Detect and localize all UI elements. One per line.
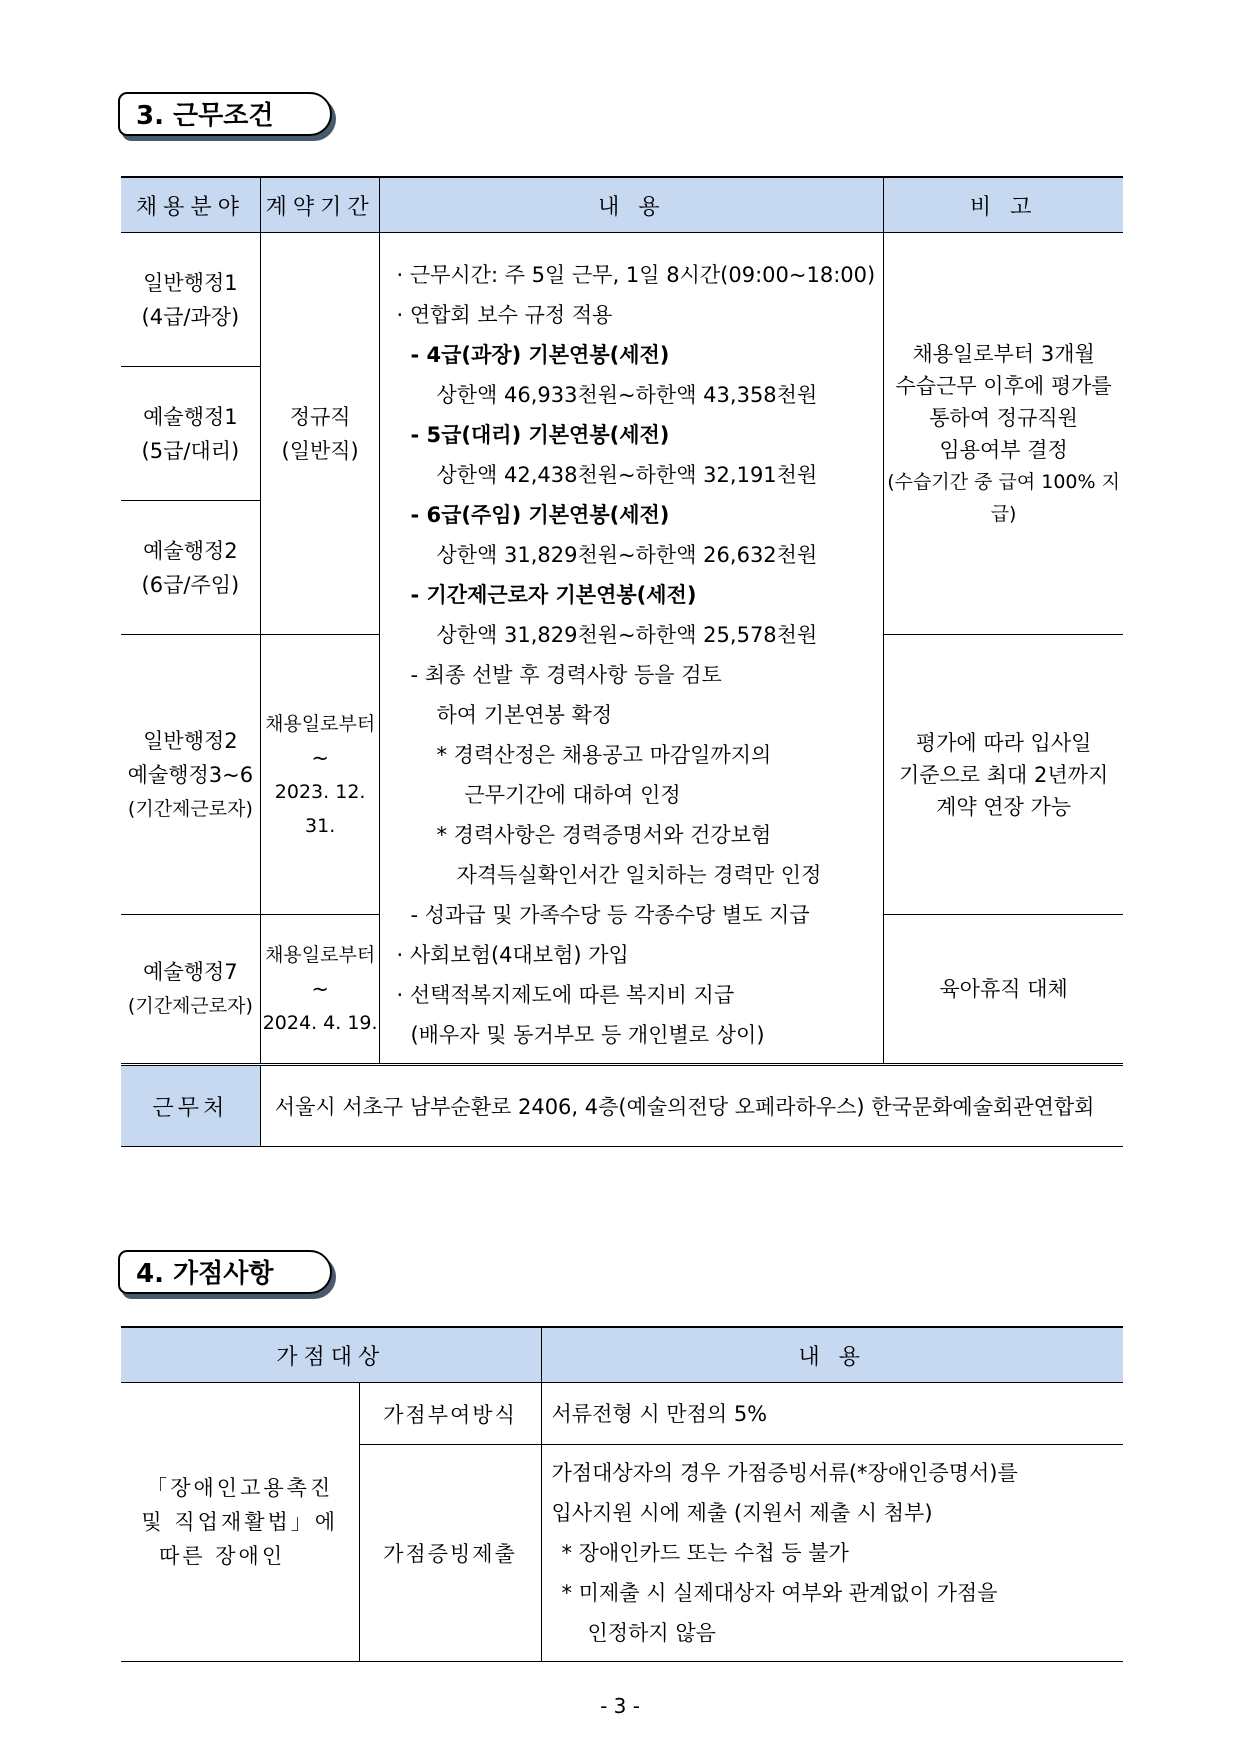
content-line: · 사회보험(4대보험) 가입	[396, 943, 629, 967]
proof-label: 가점증빙제출	[359, 1445, 541, 1662]
content-line: · 연합회 보수 규정 적용	[396, 303, 613, 327]
header-content: 내 용	[380, 177, 884, 233]
category-arts-admin-1: 예술행정1 (5급/대리)	[121, 367, 260, 501]
content-line: · 선택적복지제도에 따른 복지비 지급	[396, 983, 735, 1007]
note-regular: 채용일로부터 3개월 수습근무 이후에 평가를 통하여 정규직원 임용여부 결정 (수습기간 중 급여 100% 지급)	[884, 233, 1123, 635]
workplace-label: 근무처	[121, 1065, 260, 1147]
work-conditions-table	[121, 176, 1123, 1147]
content-line: · 근무시간: 주 5일 근무, 1일 8시간(09:00~18:00)	[396, 263, 876, 287]
category-contract-1: 일반행정2 예술행정3~6 (기간제근로자)	[121, 635, 260, 915]
category-arts-admin-2: 예술행정2 (6급/주임)	[121, 501, 260, 635]
content-line: (배우자 및 동거부모 등 개인별로 상이)	[410, 1023, 765, 1047]
note-contract-2: 육아휴직 대체	[884, 915, 1123, 1065]
content-line: - 최종 선발 후 경력사항 등을 검토	[410, 663, 722, 687]
section-3-title: 3. 근무조건	[118, 92, 332, 136]
page-number: - 3 -	[600, 1694, 640, 1718]
method-value: 서류전형 시 만점의 5%	[541, 1383, 1123, 1445]
content-details	[380, 233, 884, 1065]
content-line: 상한액 46,933천원~하한액 43,358천원	[436, 383, 818, 407]
period-contract-2: 채용일로부터 ~ 2024. 4. 19.	[260, 915, 380, 1065]
category-contract-2: 예술행정7 (기간제근로자)	[121, 915, 260, 1065]
header-target: 가점대상	[121, 1327, 541, 1383]
period-regular: 정규직 (일반직)	[260, 233, 380, 635]
content-line: 자격득실확인서간 일치하는 경력만 인정	[456, 863, 822, 887]
content-line: * 경력산정은 채용공고 마감일까지의	[436, 743, 772, 767]
bonus-points-table	[121, 1326, 1123, 1662]
header-period: 계약기간	[260, 177, 380, 233]
proof-value: 가점대상자의 경우 가점증빙서류(*장애인증명서)를 입사지원 시에 제출 (지원서 제출 시 첨부) * 장애인카드 또는 수첩 등 불가 * 미제출 시 실제대상자 여부와 관계없이 가점을 인정하지 않음	[541, 1445, 1123, 1662]
category-general-admin-1: 일반행정1 (4급/과장)	[121, 233, 260, 367]
content-line: 상한액 31,829천원~하한액 25,578천원	[436, 623, 818, 647]
header-category: 채용분야	[121, 177, 260, 233]
header-content: 내 용	[541, 1327, 1123, 1383]
header-note: 비 고	[884, 177, 1123, 233]
content-line: * 경력사항은 경력증명서와 건강보험	[436, 823, 772, 847]
content-line: - 6급(주임) 기본연봉(세전)	[410, 503, 670, 527]
content-line: - 4급(과장) 기본연봉(세전)	[410, 343, 670, 367]
content-line: - 5급(대리) 기본연봉(세전)	[410, 423, 670, 447]
workplace-value: 서울시 서초구 남부순환로 2406, 4층(예술의전당 오페라하우스) 한국문화예술회관연합회	[260, 1065, 1123, 1147]
content-line: 상한액 42,438천원~하한액 32,191천원	[436, 463, 818, 487]
note-contract-1: 평가에 따라 입사일 기준으로 최대 2년까지 계약 연장 가능	[884, 635, 1123, 915]
period-contract-1: 채용일로부터 ~ 2023. 12. 31.	[260, 635, 380, 915]
target-disabled: 「장애인고용촉진 및 직업재활법」에 따른 장애인	[121, 1383, 359, 1662]
content-line: - 성과급 및 가족수당 등 각종수당 별도 지급	[410, 903, 810, 927]
content-line: 근무기간에 대하여 인정	[464, 783, 681, 807]
method-label: 가점부여방식	[359, 1383, 541, 1445]
content-line: 하여 기본연봉 확정	[436, 703, 613, 727]
content-line: - 기간제근로자 기본연봉(세전)	[410, 583, 697, 607]
section-4-title: 4. 가점사항	[118, 1250, 332, 1294]
content-line: 상한액 31,829천원~하한액 26,632천원	[436, 543, 818, 567]
